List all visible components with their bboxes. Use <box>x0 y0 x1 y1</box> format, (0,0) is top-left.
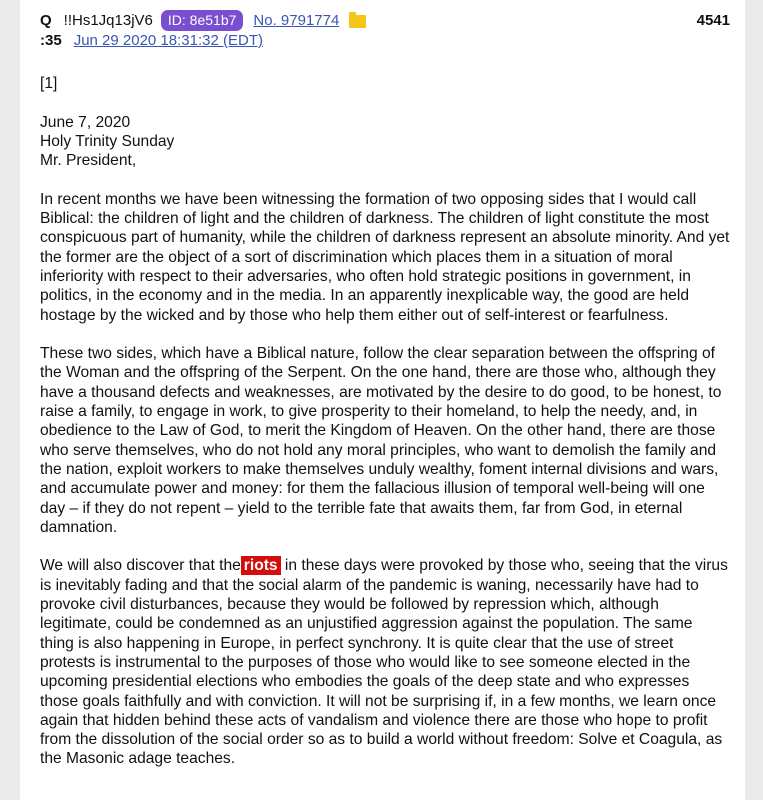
paragraph-3-start: We will also discover that the <box>40 557 241 575</box>
paragraph-3-rest: in these days were provoked by those who, seeing that the virus is inevitably fading and that the social alarm of the pandemic is waning, necessarily have had to provoke civil disturbances, because they would be followed by repression which, although legitimate, could be condemned as an unjustified aggression against the population. The same thing is also happening in Europe, in perfect synchrony. It is quite clear that the use of street protests is instrumental to the purposes of those who would like to see someone elected in the upcoming presidential elections who embodies the goals of the deep state and who expresses those goals faithfully and with conviction. It will not be surprising if, in a few months, we learn once again that hidden behind these acts of vandalism and violence there are those who hope to profit from the dissolution of the social order so as to build a world without freedom: Solve et Coagula, as the Masonic adage teaches. <box>40 557 728 768</box>
letter-date: June 7, 2020 <box>40 113 131 131</box>
post-header <box>40 10 730 50</box>
post-date-link[interactable]: Jun 29 2020 18:31:32 (EDT) <box>73 32 263 49</box>
paragraph-1: In recent months we have been witnessing the formation of two opposing sides that I would call Biblical: the children of light and the children of darkness. The children of light constitute the most conspicuous part of humanity, while the children of darkness represent an absolute minority. And yet the former are the object of a sort of discrimination which places them in a situation of moral inferiority with respect to their adversaries, who often hold strategic positions in government, in politics, in the economy and in the media. In an apparently inexplicable way, the good are held hostage by the wicked and by those who help them either out of self-interest or fearfulness. <box>40 190 730 324</box>
tripcode: !!Hs1Jq13jV6 <box>63 12 153 29</box>
post-seconds: :35 <box>40 32 62 49</box>
post-count: 4541 <box>696 12 730 29</box>
letter-salutation: Mr. President, <box>40 152 137 170</box>
reference-marker: [1] <box>40 75 58 92</box>
folder-icon[interactable] <box>349 15 366 28</box>
post-header-row <box>40 10 730 31</box>
paragraph-2: These two sides, which have a Biblical nature, follow the clear separation between the offspring of the Woman and the offspring of the Serpent. On the one hand, there are those who, although they have a thousand defects and weaknesses, are motivated by the desire to do good, to be honest, to raise a family, to engage in work, to give prosperity to their homeland, to help the needy, and, in obedience to the Law of God, to merit the Kingdom of Heaven. On the other hand, there are those who serve themselves, who do not hold any moral principles, who want to demolish the family and the nation, exploit workers to make themselves unduly wealthy, foment internal divisions and wars, and accumulate power and money: for them the fallacious illusion of temporal well-being will one day – if they do not repent – yield to the terrible fate that awaits them, far from God, in eternal damnation. <box>40 345 722 536</box>
letter-day: Holy Trinity Sunday <box>40 132 175 150</box>
post-date-row <box>40 31 730 50</box>
id-badge[interactable]: ID: 8e51b7 <box>161 10 244 31</box>
poster-name: Q <box>40 12 52 29</box>
letter-heading <box>40 113 730 171</box>
highlighted-word: riots <box>241 556 281 575</box>
post-body <box>40 74 730 788</box>
post-container <box>20 0 745 800</box>
paragraph-3 <box>40 556 730 768</box>
post-number-link[interactable]: No. 9791774 <box>253 12 340 29</box>
